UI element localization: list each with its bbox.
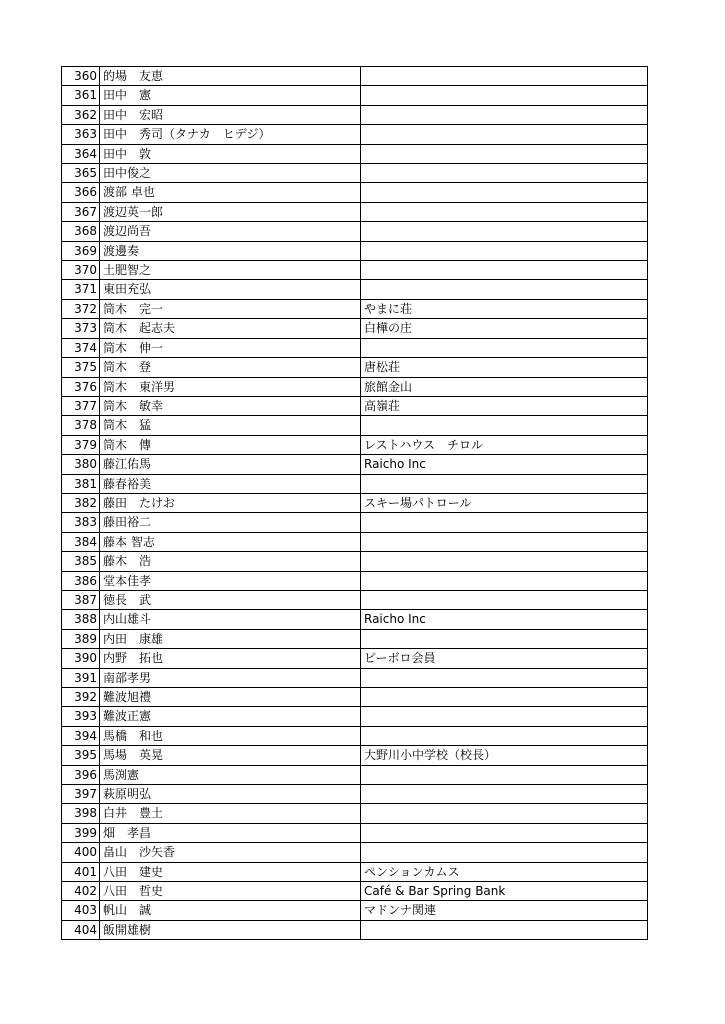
name-cell: 渡部 卓也 bbox=[100, 183, 361, 202]
row-number: 399 bbox=[62, 823, 100, 842]
note-cell bbox=[361, 513, 648, 532]
row-number: 389 bbox=[62, 629, 100, 648]
note-cell bbox=[361, 125, 648, 144]
note-cell bbox=[361, 202, 648, 221]
table-row bbox=[62, 513, 648, 532]
row-number: 365 bbox=[62, 164, 100, 183]
row-number: 381 bbox=[62, 474, 100, 493]
name-cell: 八田 建史 bbox=[100, 862, 361, 881]
name-cell: 筒木 東洋男 bbox=[100, 377, 361, 396]
name-cell: 筒木 登 bbox=[100, 358, 361, 377]
note-cell bbox=[361, 668, 648, 687]
note-cell bbox=[361, 765, 648, 784]
note-cell bbox=[361, 552, 648, 571]
table-row bbox=[62, 668, 648, 687]
row-number: 380 bbox=[62, 455, 100, 474]
table-row bbox=[62, 571, 648, 590]
row-number: 385 bbox=[62, 552, 100, 571]
table-row bbox=[62, 455, 648, 474]
table-row bbox=[62, 901, 648, 920]
table-row bbox=[62, 416, 648, 435]
row-number: 383 bbox=[62, 513, 100, 532]
name-cell: 難波正憲 bbox=[100, 707, 361, 726]
note-cell: やまに荘 bbox=[361, 299, 648, 318]
name-cell: 渡辺尚吾 bbox=[100, 222, 361, 241]
name-cell: 飯開雄樹 bbox=[100, 920, 361, 939]
table-row bbox=[62, 144, 648, 163]
row-number: 382 bbox=[62, 493, 100, 512]
name-cell: 畠山 沙矢香 bbox=[100, 843, 361, 862]
table-row bbox=[62, 532, 648, 551]
note-cell: Raicho Inc bbox=[361, 455, 648, 474]
row-number: 384 bbox=[62, 532, 100, 551]
note-cell bbox=[361, 67, 648, 86]
table-row bbox=[62, 241, 648, 260]
name-cell: 藤田裕二 bbox=[100, 513, 361, 532]
table-row bbox=[62, 882, 648, 901]
name-cell: 渡邊奏 bbox=[100, 241, 361, 260]
table-row bbox=[62, 396, 648, 415]
note-cell bbox=[361, 261, 648, 280]
row-number: 376 bbox=[62, 377, 100, 396]
note-cell bbox=[361, 183, 648, 202]
name-cell: 堂本佳孝 bbox=[100, 571, 361, 590]
name-cell: 筒木 猛 bbox=[100, 416, 361, 435]
row-number: 391 bbox=[62, 668, 100, 687]
name-cell: 馬場 英晃 bbox=[100, 746, 361, 765]
name-cell: 八田 哲史 bbox=[100, 882, 361, 901]
note-cell: マドンナ関連 bbox=[361, 901, 648, 920]
row-number: 378 bbox=[62, 416, 100, 435]
name-cell: 内野 拓也 bbox=[100, 649, 361, 668]
note-cell: レストハウス チロル bbox=[361, 435, 648, 454]
table-row bbox=[62, 164, 648, 183]
row-number: 397 bbox=[62, 785, 100, 804]
table-row bbox=[62, 785, 648, 804]
table-row bbox=[62, 843, 648, 862]
name-cell: 筒木 伸一 bbox=[100, 338, 361, 357]
name-cell: 畑 孝昌 bbox=[100, 823, 361, 842]
row-number: 366 bbox=[62, 183, 100, 202]
table-row bbox=[62, 493, 648, 512]
table-row bbox=[62, 474, 648, 493]
note-cell bbox=[361, 338, 648, 357]
table-row bbox=[62, 707, 648, 726]
table-row bbox=[62, 823, 648, 842]
name-list-table bbox=[61, 66, 648, 940]
note-cell bbox=[361, 843, 648, 862]
table-row bbox=[62, 319, 648, 338]
name-cell: 馬橋 和也 bbox=[100, 726, 361, 745]
table-row bbox=[62, 688, 648, 707]
note-cell bbox=[361, 726, 648, 745]
row-number: 374 bbox=[62, 338, 100, 357]
name-cell: 筒木 敏幸 bbox=[100, 396, 361, 415]
name-cell: 萩原明弘 bbox=[100, 785, 361, 804]
table-row bbox=[62, 804, 648, 823]
name-cell: 筒木 完一 bbox=[100, 299, 361, 318]
table-row bbox=[62, 435, 648, 454]
note-cell bbox=[361, 144, 648, 163]
note-cell bbox=[361, 474, 648, 493]
name-cell: 内山雄斗 bbox=[100, 610, 361, 629]
note-cell bbox=[361, 571, 648, 590]
note-cell bbox=[361, 688, 648, 707]
name-cell: 田中 宏昭 bbox=[100, 105, 361, 124]
note-cell: ピーボロ会員 bbox=[361, 649, 648, 668]
name-cell: 東田充弘 bbox=[100, 280, 361, 299]
table-row bbox=[62, 726, 648, 745]
note-cell: ペンションカムス bbox=[361, 862, 648, 881]
note-cell: 高嶺荘 bbox=[361, 396, 648, 415]
row-number: 369 bbox=[62, 241, 100, 260]
row-number: 360 bbox=[62, 67, 100, 86]
note-cell: 大野川小中学校（校長） bbox=[361, 746, 648, 765]
note-cell: 白樺の庄 bbox=[361, 319, 648, 338]
table-row bbox=[62, 746, 648, 765]
table-row bbox=[62, 183, 648, 202]
note-cell: Raicho Inc bbox=[361, 610, 648, 629]
table-row bbox=[62, 920, 648, 939]
row-number: 361 bbox=[62, 86, 100, 105]
row-number: 375 bbox=[62, 358, 100, 377]
table-row bbox=[62, 377, 648, 396]
row-number: 404 bbox=[62, 920, 100, 939]
name-cell: 田中 秀司（タナカ ヒデジ） bbox=[100, 125, 361, 144]
name-cell: 南部孝男 bbox=[100, 668, 361, 687]
row-number: 388 bbox=[62, 610, 100, 629]
row-number: 396 bbox=[62, 765, 100, 784]
name-cell: 徳長 武 bbox=[100, 590, 361, 609]
note-cell bbox=[361, 280, 648, 299]
row-number: 370 bbox=[62, 261, 100, 280]
table-row bbox=[62, 261, 648, 280]
table-row bbox=[62, 105, 648, 124]
table-body bbox=[62, 67, 648, 940]
row-number: 362 bbox=[62, 105, 100, 124]
table-row bbox=[62, 125, 648, 144]
note-cell: 唐松荘 bbox=[361, 358, 648, 377]
table-row bbox=[62, 590, 648, 609]
row-number: 395 bbox=[62, 746, 100, 765]
note-cell bbox=[361, 416, 648, 435]
row-number: 390 bbox=[62, 649, 100, 668]
note-cell: Café & Bar Spring Bank bbox=[361, 882, 648, 901]
row-number: 386 bbox=[62, 571, 100, 590]
name-cell: 筒木 傳 bbox=[100, 435, 361, 454]
note-cell bbox=[361, 590, 648, 609]
note-cell bbox=[361, 164, 648, 183]
name-cell: 白井 豊土 bbox=[100, 804, 361, 823]
row-number: 379 bbox=[62, 435, 100, 454]
table-row bbox=[62, 862, 648, 881]
table-row bbox=[62, 610, 648, 629]
row-number: 393 bbox=[62, 707, 100, 726]
row-number: 403 bbox=[62, 901, 100, 920]
table-row bbox=[62, 202, 648, 221]
note-cell bbox=[361, 629, 648, 648]
name-cell: 田中 憲 bbox=[100, 86, 361, 105]
name-cell: 藤春裕美 bbox=[100, 474, 361, 493]
row-number: 392 bbox=[62, 688, 100, 707]
row-number: 398 bbox=[62, 804, 100, 823]
row-number: 371 bbox=[62, 280, 100, 299]
table-row bbox=[62, 86, 648, 105]
table-row bbox=[62, 338, 648, 357]
table-row bbox=[62, 280, 648, 299]
row-number: 372 bbox=[62, 299, 100, 318]
name-cell: 田中俊之 bbox=[100, 164, 361, 183]
name-cell: 的場 友恵 bbox=[100, 67, 361, 86]
row-number: 377 bbox=[62, 396, 100, 415]
table-row bbox=[62, 649, 648, 668]
name-cell: 藤木 浩 bbox=[100, 552, 361, 571]
name-cell: 帆山 誠 bbox=[100, 901, 361, 920]
note-cell: スキー場パトロール bbox=[361, 493, 648, 512]
note-cell: 旅館金山 bbox=[361, 377, 648, 396]
name-cell: 渡辺英一郎 bbox=[100, 202, 361, 221]
table-row bbox=[62, 299, 648, 318]
row-number: 394 bbox=[62, 726, 100, 745]
name-cell: 土肥智之 bbox=[100, 261, 361, 280]
note-cell bbox=[361, 86, 648, 105]
note-cell bbox=[361, 222, 648, 241]
table-row bbox=[62, 552, 648, 571]
row-number: 401 bbox=[62, 862, 100, 881]
row-number: 363 bbox=[62, 125, 100, 144]
name-cell: 藤本 智志 bbox=[100, 532, 361, 551]
row-number: 400 bbox=[62, 843, 100, 862]
table-row bbox=[62, 222, 648, 241]
row-number: 402 bbox=[62, 882, 100, 901]
table-row bbox=[62, 629, 648, 648]
name-cell: 筒木 起志夫 bbox=[100, 319, 361, 338]
row-number: 367 bbox=[62, 202, 100, 221]
table-row bbox=[62, 358, 648, 377]
note-cell bbox=[361, 920, 648, 939]
name-cell: 内田 康雄 bbox=[100, 629, 361, 648]
name-cell: 田中 敦 bbox=[100, 144, 361, 163]
note-cell bbox=[361, 707, 648, 726]
note-cell bbox=[361, 804, 648, 823]
row-number: 387 bbox=[62, 590, 100, 609]
name-cell: 難波旭禮 bbox=[100, 688, 361, 707]
name-cell: 藤田 たけお bbox=[100, 493, 361, 512]
row-number: 368 bbox=[62, 222, 100, 241]
row-number: 373 bbox=[62, 319, 100, 338]
note-cell bbox=[361, 532, 648, 551]
name-cell: 馬渕憲 bbox=[100, 765, 361, 784]
note-cell bbox=[361, 241, 648, 260]
note-cell bbox=[361, 105, 648, 124]
name-cell: 藤江佑馬 bbox=[100, 455, 361, 474]
table-row bbox=[62, 67, 648, 86]
row-number: 364 bbox=[62, 144, 100, 163]
note-cell bbox=[361, 785, 648, 804]
table-row bbox=[62, 765, 648, 784]
note-cell bbox=[361, 823, 648, 842]
